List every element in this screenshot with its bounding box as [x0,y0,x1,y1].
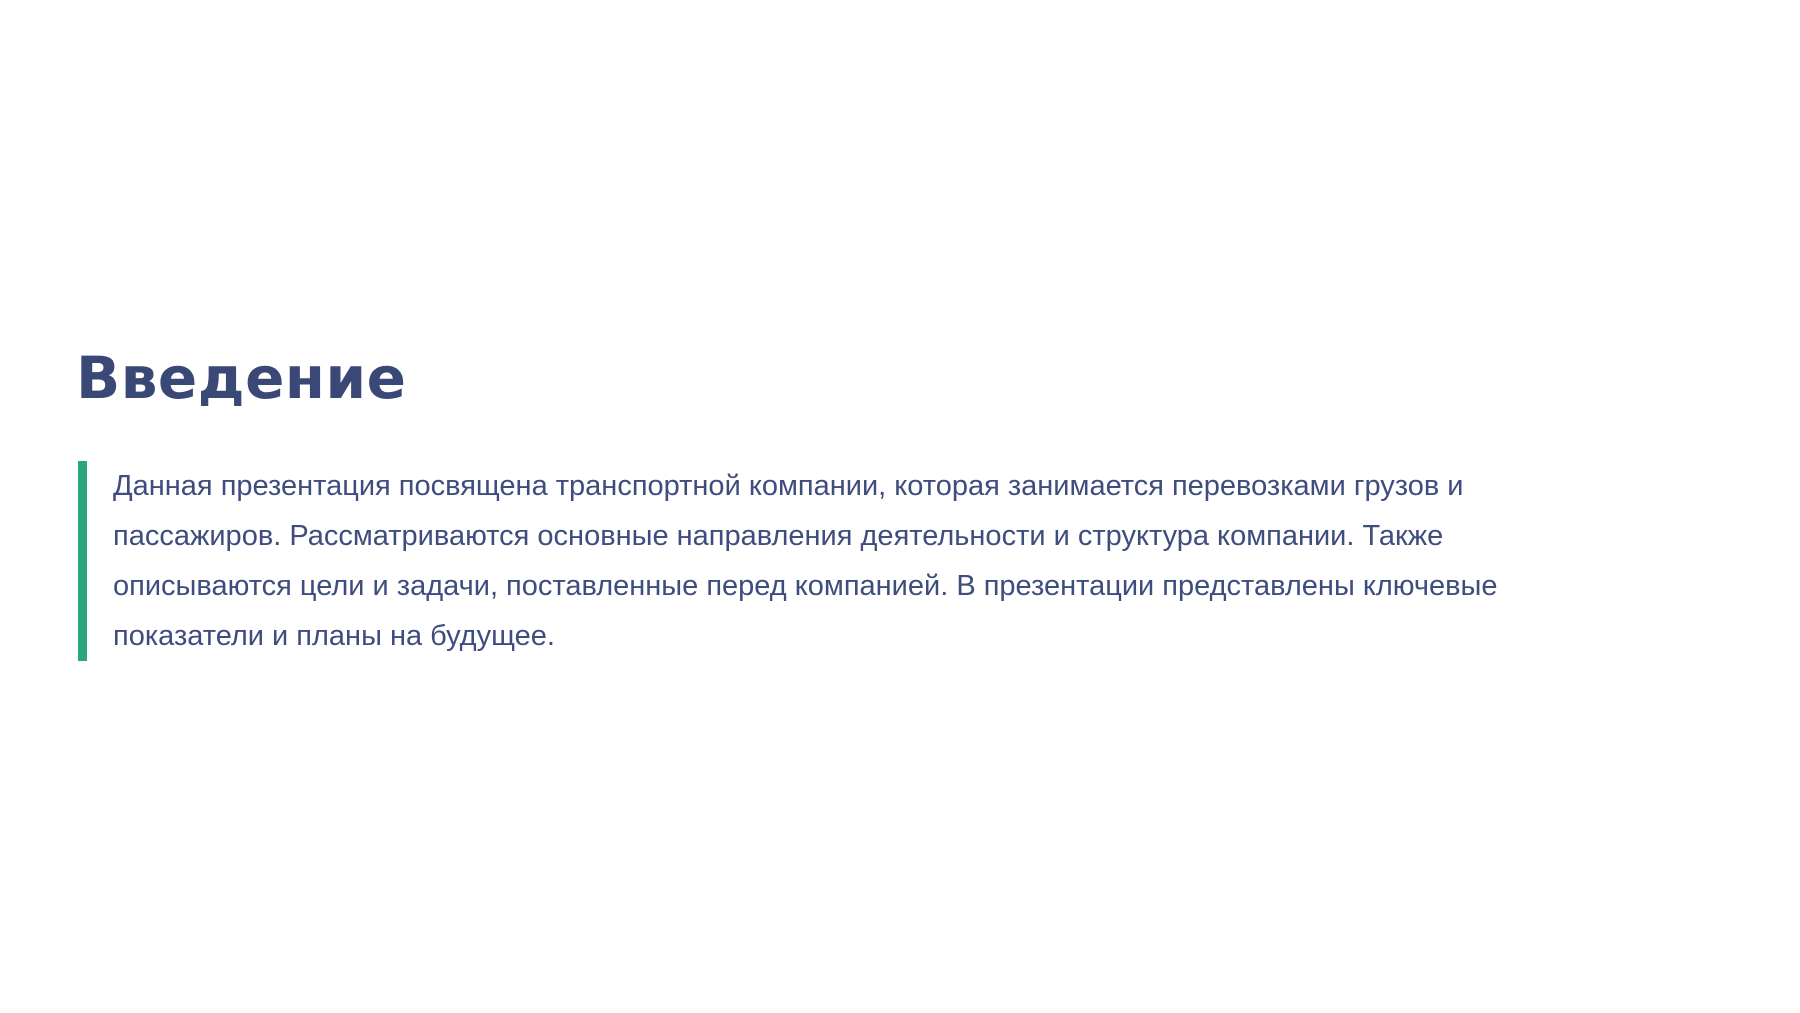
intro-paragraph-block [78,461,1498,661]
accent-bar [78,461,87,661]
slide-title: Введение [76,344,407,412]
intro-paragraph-text: Данная презентация посвящена транспортной компании, которая занимается перевозками грузов и пассажиров. Рассматриваются основные направления деятельности и структура компании. Также описываются цели и задачи, поставленные перед компанией. В презентации представлены ключевые показатели и планы на будущее. [113,470,1498,652]
